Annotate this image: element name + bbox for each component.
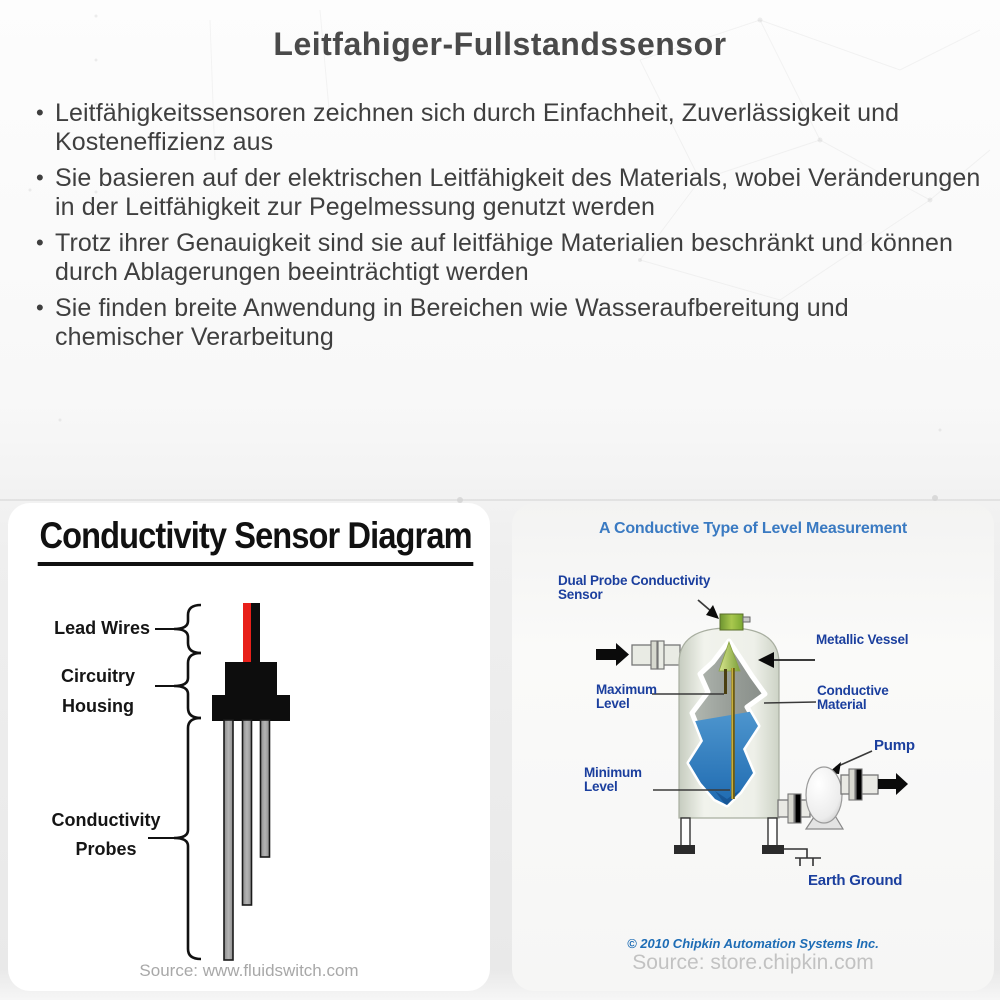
dual-probe-arrowhead xyxy=(706,605,719,619)
lead-wires-drawing xyxy=(243,603,260,664)
brace-group xyxy=(148,605,201,959)
sensor-diagram-drawing xyxy=(8,503,490,991)
red-wire xyxy=(243,603,251,664)
right-panel-source: Source: store.chipkin.com xyxy=(632,951,874,974)
pump-pointer xyxy=(836,751,872,767)
conductive-material-line xyxy=(764,702,816,703)
left-panel-title: Conductivity Sensor Diagram xyxy=(8,515,490,566)
conductivity-sensor-diagram-panel xyxy=(8,503,490,991)
black-wire xyxy=(251,603,260,664)
minimum-level-label: Minimum Level xyxy=(584,765,642,794)
pump-label: Pump xyxy=(874,737,915,754)
earth-ground-symbol xyxy=(784,849,821,866)
page-title: Leitfahiger-Fullstandssensor xyxy=(273,26,727,62)
circuitry-housing-brace xyxy=(174,653,201,718)
left-panel-source: Source: www.fluidswitch.com xyxy=(139,961,359,980)
bullet-dot: • xyxy=(36,230,44,255)
bullet-dot: • xyxy=(36,295,44,320)
dual-probe-sensor-cap xyxy=(720,614,750,630)
pump-drawing xyxy=(778,767,878,829)
pump-body xyxy=(806,767,842,823)
conductivity-probes-brace xyxy=(174,718,201,959)
level-measurement-panel xyxy=(512,503,994,991)
vessel-legs xyxy=(674,818,784,854)
circuitry-housing-label: Circuitry Housing xyxy=(60,666,136,716)
circuitry-housing-drawing xyxy=(212,662,290,721)
conductivity-probes-label: Conductivity Probes xyxy=(51,810,161,859)
bullet-text: Trotz ihrer Genauigkeit sind sie auf leitfähige Materialien beschränkt und können durch Ablagerungen beeinträchtigt werden xyxy=(55,229,953,286)
bullet-text: Sie basieren auf der elektrischen Leitfähigkeit des Materials, wobei Veränderungen in der Leitfähigkeit zur Pegelmessung genutzt werden xyxy=(55,164,981,221)
bullet-item xyxy=(36,99,981,157)
conductivity-probes-drawing xyxy=(224,720,270,960)
lead-wires-brace xyxy=(174,605,201,653)
dual-probe-sensor-label: Dual Probe Conductivity Sensor xyxy=(558,573,711,602)
right-panel-title: A Conductive Type of Level Measurement xyxy=(598,520,908,537)
bullet-text: Leitfähigkeitssensoren zeichnen sich durch Einfachheit, Zuverlässigkeit und Kosteneffizienz aus xyxy=(55,99,900,156)
inlet-flow-arrow-icon xyxy=(596,643,629,666)
outlet-flow-arrow-icon xyxy=(878,773,908,795)
probe-long xyxy=(224,720,233,960)
bullet-item xyxy=(36,294,981,352)
bullet-list xyxy=(36,99,981,359)
conductive-material-label: Conductive Material xyxy=(817,683,889,712)
bullet-text: Sie finden breite Anwendung in Bereichen wie Wasseraufbereitung und chemischer Verarbeitung xyxy=(55,294,849,351)
maximum-level-label: Maximum Level xyxy=(596,682,657,711)
bullet-item xyxy=(36,229,981,287)
probe-medium xyxy=(243,720,252,905)
probe-short xyxy=(261,720,270,857)
metallic-vessel-label: Metallic Vessel xyxy=(816,632,909,647)
bullet-dot: • xyxy=(36,165,44,190)
inlet-pipe xyxy=(632,641,680,669)
lead-wires-label: Lead Wires xyxy=(54,618,150,638)
bullet-dot: • xyxy=(36,100,44,125)
bullet-item xyxy=(36,164,981,222)
earth-ground-label: Earth Ground xyxy=(808,872,903,889)
copyright-text: © 2010 Chipkin Automation Systems Inc. xyxy=(627,936,879,951)
